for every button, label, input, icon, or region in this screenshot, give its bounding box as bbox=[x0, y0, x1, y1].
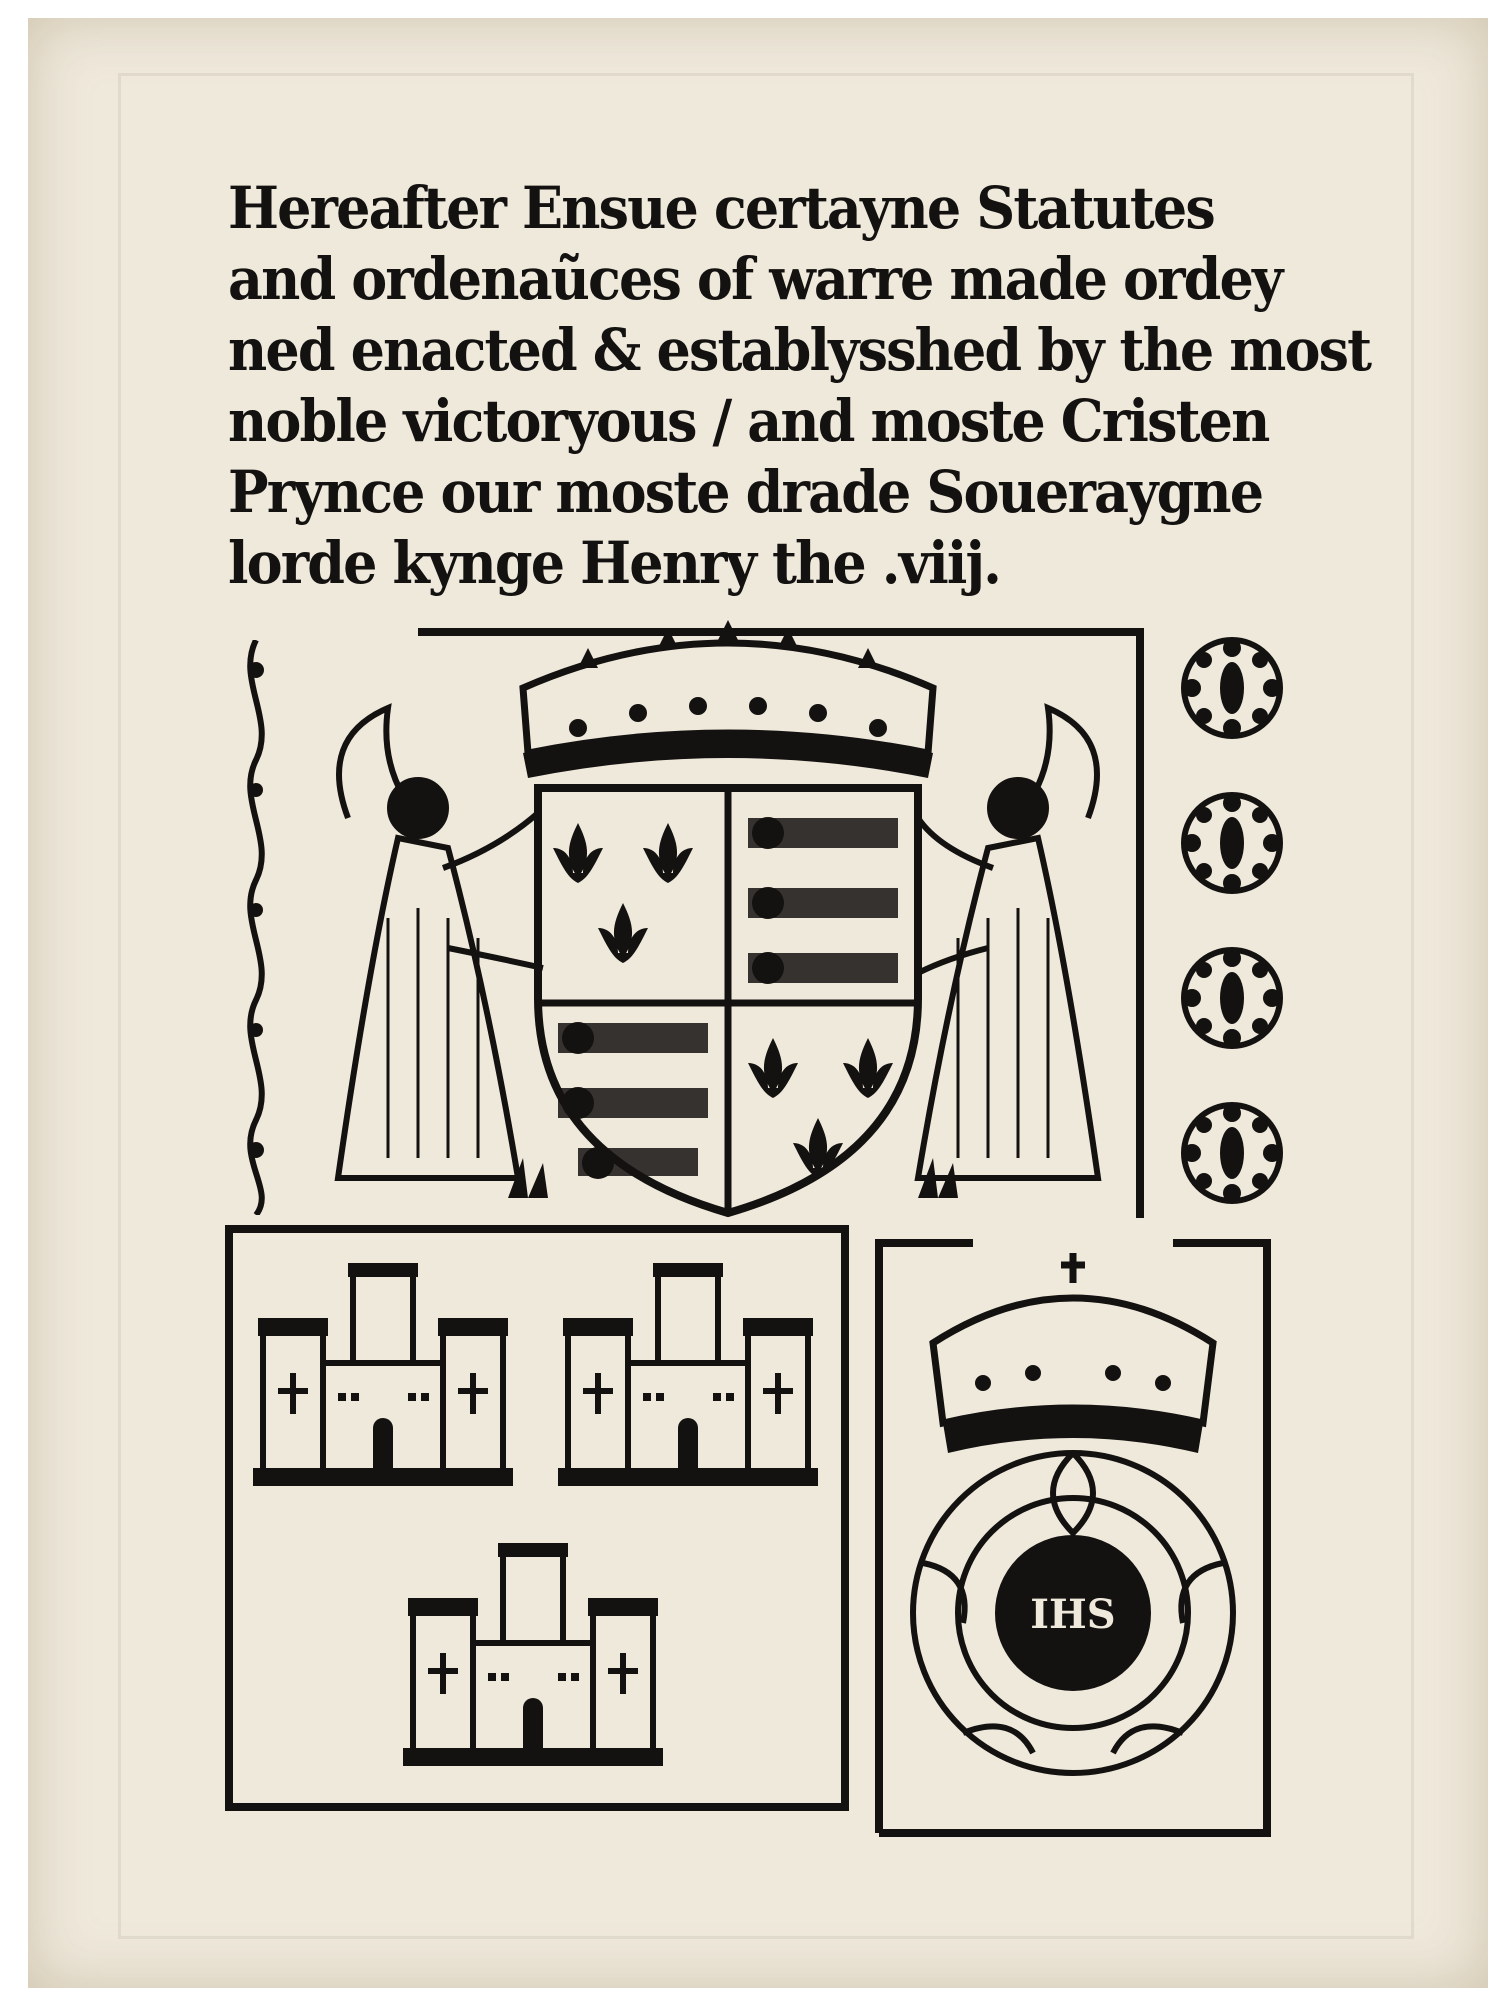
royal-arms-woodcut bbox=[278, 618, 1158, 1218]
title-line-1: Hereafter Ensue certayne Statutes bbox=[228, 174, 1214, 242]
title-page bbox=[28, 18, 1488, 1988]
crown-icon bbox=[933, 1253, 1213, 1453]
ihs-monogram: IHS bbox=[1030, 1591, 1116, 1638]
title-line-2: and ordenaũces of warre made ordey bbox=[228, 245, 1282, 313]
title-line-5: Prynce our moste drade Soueraygne bbox=[228, 458, 1263, 526]
shield-icon bbox=[538, 788, 918, 1213]
three-castles-woodcut bbox=[223, 1223, 853, 1813]
title-line-4: noble victoryous / and moste Cristen bbox=[228, 387, 1269, 455]
crown-icon bbox=[523, 620, 933, 778]
castle-icon bbox=[253, 1263, 513, 1486]
title-block bbox=[228, 173, 1371, 599]
rosette-column-icon bbox=[1173, 618, 1291, 1238]
title-line-3: ned enacted & establysshed by the most bbox=[228, 316, 1371, 384]
title-line-6: lorde kynge Henry the .viij. bbox=[228, 529, 1001, 597]
castle-icon bbox=[558, 1263, 818, 1486]
castle-icon bbox=[403, 1543, 663, 1766]
angel-supporter-right-icon bbox=[918, 708, 1098, 1178]
crowned-rose-woodcut bbox=[873, 1233, 1273, 1843]
vine-ornament-icon bbox=[236, 640, 276, 1215]
angel-supporter-left-icon bbox=[338, 708, 543, 1178]
